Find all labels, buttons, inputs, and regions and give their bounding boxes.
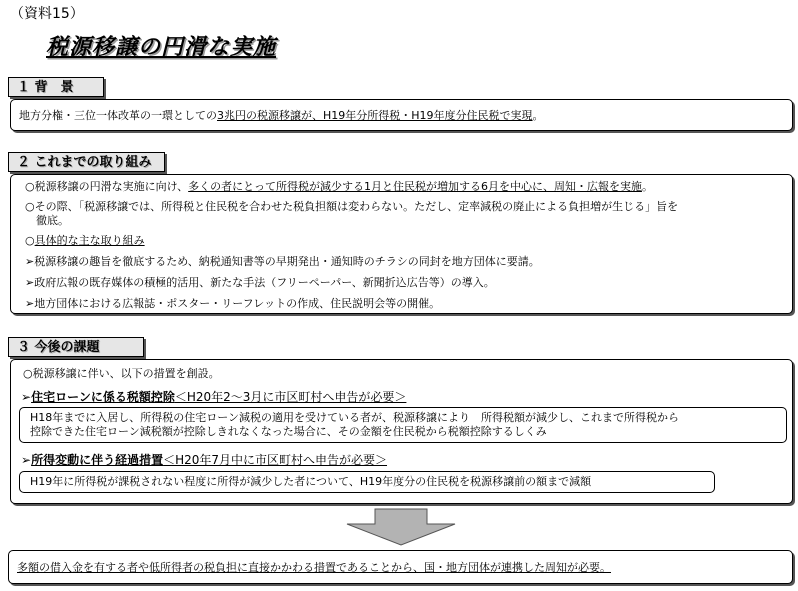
section-1-underlined-text: 3兆円の税源移譲が、H19年分所得税・H19年度分住民税で実現 <box>217 109 533 122</box>
section-2-line-7: ➢地方団体における広報誌・ポスター・リーフレットの作成、住民説明会等の開催。 <box>25 297 441 310</box>
section-2-line-5: ➢税源移譲の趣旨を徹底するため、納税通知書等の早期発出・通知時のチラシの同封を地方団体に要請。 <box>25 255 540 268</box>
section-2-line-6: ➢政府広報の既存媒体の積極的活用、新たな手法（フリーペーパー、新聞折込広告等）の導入。 <box>25 276 495 289</box>
subsection-1-bracket <box>19 407 787 443</box>
subsection-1-heading: ➢住宅ローンに係る税額控除＜H20年2～3月に市区町村へ申告が必要＞ <box>21 390 407 404</box>
section-2-line-4: ○具体的な主な取り組み <box>25 234 145 247</box>
page-title: 税源移譲の円滑な実施 <box>46 35 277 60</box>
section-2-line-3: 徹底。 <box>25 214 69 227</box>
subsection-1-line-2: 控除できた住宅ローン減税額が控除しきれなくなった場合に、その金額を住民税から税額控除するしくみ <box>30 425 547 438</box>
section-2-line-1: ○税源移譲の円滑な実施に向け、多くの者にとって所得税が減少する1月と住民税が増加する6月を中心に、周知・広報を実施。 <box>25 180 653 193</box>
document-reference-number: （資料15） <box>10 6 84 22</box>
section-2-header <box>8 152 165 172</box>
conclusion-box <box>8 550 793 584</box>
subsection-1-line-1: H18年までに入居し、所得税の住宅ローン減税の適用を受けている者が、税源移譲により 所得税額が減少し、これまで所得税から <box>30 411 680 424</box>
section-3-header <box>8 337 144 357</box>
section-1-text: 地方分権・三位一体改革の一環としての3兆円の税源移譲が、H19年分所得税・H19年度分住民税で実現。 <box>19 109 544 122</box>
subsection-2-heading: ➢所得変動に伴う経過措置＜H20年7月中に市区町村へ申告が必要＞ <box>21 453 388 467</box>
section-3-box <box>10 359 793 504</box>
section-1-header <box>8 77 104 97</box>
section-2-box <box>10 174 793 314</box>
section-2-label: ２ これまでの取り組み <box>17 155 152 170</box>
section-3-label: ３ 今後の課題 <box>17 340 100 355</box>
section-2-line-2: ○その際、「税源移譲では、所得税と住民税を合わせた税負担額は変わらない。ただし、定率減税の廃止による負担増が生じる」旨を <box>25 200 679 213</box>
subsection-2-line-1: H19年に所得税が課税されない程度に所得が減少した者について、H19年度分の住民税を税源移譲前の額まで減額 <box>30 475 592 488</box>
conclusion-text: 多額の借入金を有する者や低所得者の税負担に直接かかわる措置であることから、国・地方団体が連携した周知が必要。 <box>17 561 611 574</box>
section-3-line-1: ○税源移譲に伴い、以下の措置を創設。 <box>23 367 220 380</box>
subsection-2-bracket <box>19 471 715 493</box>
section-1-label: １ 背 景 <box>17 80 74 95</box>
down-arrow-icon <box>345 508 457 546</box>
section-1-box <box>10 99 793 131</box>
